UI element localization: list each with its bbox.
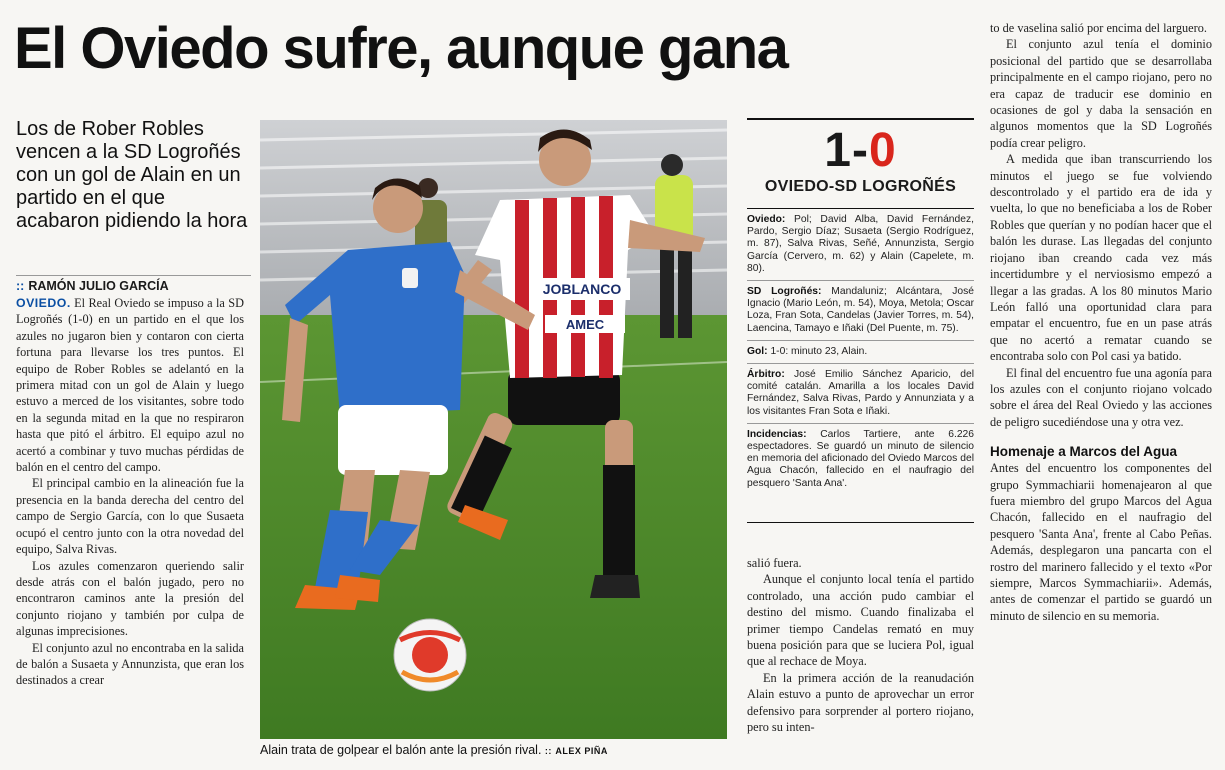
shirt-sponsor-2: AMEC xyxy=(565,317,605,332)
goal-text: 1-0: minuto 23, Alain. xyxy=(767,345,868,357)
body-paragraph: Aunque el conjunto local tenía el partido controlado, una acción pudo cambiar el destino del mismo. Cuando finalizaba el primer tiempo Candelas remató en muy buena posición para que se luciera Pol, igual que al rechace de Moya. xyxy=(747,572,974,669)
article-column-3 xyxy=(747,555,974,770)
lineup-logrones xyxy=(747,286,974,341)
body-paragraph: El conjunto azul no encontraba en la salida de balón a Susaeta y Annunzista, que eran los destinados a crear xyxy=(16,640,244,688)
score-separator: - xyxy=(852,124,869,177)
body-paragraph: En la primera acción de la reanudación Alain estuvo a punto de aprovechar un error defensivo para sorprender al portero riojano, pero su inten- xyxy=(747,670,974,735)
page-title: El Oviedo sufre, aunque gana xyxy=(14,16,788,81)
body-paragraph: Los azules comenzaron queriendo salir desde atrás con el balón jugado, pero no encontraron caminos ante la presión del conjunto riojano y también por culpa de algunas imprecisiones. xyxy=(16,558,244,639)
body-paragraph: El conjunto azul tenía el dominio posicional del partido que se desarrollaba principalmente en el campo riojano, pero no era capaz de traducir ese dominio en ocasiones de gol y daba la sensación en algunos momentos que la SD Logroñés podía crear peligro. xyxy=(990,37,1212,150)
goal-info xyxy=(747,346,974,364)
referee-info xyxy=(747,369,974,424)
section-subtitle: Homenaje a Marcos del Agua xyxy=(990,444,1178,460)
body-paragraph: A medida que iban transcurriendo los minutos el juego se fue volviendo descontrolado y el partido era de ida y vuelta, lo que no beneficiaba a los de Rober Robles que querían y no podían hacer que el balón les durase. Las llegadas del conjunto riojano iban creando cada vez más incertidumbre y el nerviosismo empezó a llegar a las gradas. A los 80 minutos Mario León falló una oportunidad clara para empatar el encuentro, fue en un pase atrás que no acertó a rematar cuando se encontraba solo con Pol casi ya batido. xyxy=(990,152,1212,364)
referee-label: Árbitro: xyxy=(747,369,785,381)
body-paragraph: salió fuera. xyxy=(747,556,802,570)
final-score xyxy=(747,126,974,176)
lineup-oviedo-label: Oviedo: xyxy=(747,214,786,225)
score-away: 0 xyxy=(868,124,897,177)
article-column-4 xyxy=(990,20,1212,770)
football xyxy=(394,619,466,691)
incidents-label: Incidencias: xyxy=(747,428,807,440)
shirt-sponsor: JOBLANCO xyxy=(542,281,622,297)
body-paragraph: El principal cambio en la alineación fue la presencia en la banda derecha del centro del campo de Sergio García, con lo que Susaeta ocupó el centro junto con la otra novedad del equipo, Salva Rivas. xyxy=(16,476,244,557)
dateline-city: OVIEDO. xyxy=(16,296,71,310)
lineup-oviedo xyxy=(747,208,974,281)
body-paragraph: El final del encuentro fue una agonía para los azules con el conjunto riojano volcado sobre el área del Real Oviedo y las acciones de peligro sucediéndose una y otra vez. xyxy=(990,365,1212,429)
incidents-text: Carlos Tartiere, ante 6.226 espectadores. Se guardó un minuto de silencio en memoria del aficionado del Oviedo Marcos del Agua Chacón, fallecido en el naufragio del pesquero 'Santa Ana'. xyxy=(747,428,974,489)
body-paragraph: Antes del encuentro los componentes del grupo Symmachiarii homenajearon al que fuera miembro del grupo Marcos del Agua Chacón, fallecido en el naufragio del pesquero 'Santa Ana', frente al Cabo Peñas. Además, desplegaron una pancarta con el rostro del marinero fallecido y el texto «Por siempre, Marcos Symmachiarii». Además, antes de comenzar el partido se guardó un minuto de silencio en su memoria. xyxy=(990,461,1212,623)
incidents-info xyxy=(747,429,974,495)
byline-author: RAMÓN JULIO GARCÍA xyxy=(28,279,169,293)
goal-label: Gol: xyxy=(747,345,768,357)
photo-caption xyxy=(260,743,730,757)
body-paragraph: to de vaselina salió por encima del larguero. xyxy=(990,21,1207,35)
referee-text: José Emilio Sánchez Aparicio, del comité catalán. Amarilla a los locales David Fernández, Salva Rivas, Pardo y Annunziata y a los visitantes Fran Sota e Iñaki. xyxy=(747,369,974,417)
lead-paragraph xyxy=(16,295,244,475)
match-photo xyxy=(260,120,727,739)
lineup-oviedo-text: Pol; David Alba, David Fernández, Pardo, Sergio Díaz; Susaeta (Sergio Rodríguez, m. 87), Salva Rivas, Señé, Annunzista, Sergio García (Cervero, m. 62) y Alain (Capelete, m. 80). xyxy=(747,214,974,274)
lineup-logrones-label: SD Logroñés: xyxy=(747,286,822,298)
article-column-1 xyxy=(16,295,244,770)
match-teams: OVIEDO-SD LOGROÑÉS xyxy=(764,178,957,195)
photo-credit-marker: :: xyxy=(544,746,552,756)
lead-text: El Real Oviedo se impuso a la SD Logroñés (1-0) en un partido en el que los azules no jugaron bien y contaron con cierta fortuna para llevarse los tres puntos. El equipo de Rober Robles se adelantó en la primera mitad con un gol de Alain y luego estuvo a merced de los visitantes, sobre todo en la segunda mitad en la que no respiraron hasta que pitó el árbitro. El equipo azul no acertó a combinar y tuvo muchas pérdidas de balón en el centro del campo. xyxy=(16,296,244,475)
byline-marker: :: xyxy=(16,279,25,293)
score-home: 1 xyxy=(824,124,852,177)
article-subhead: Los de Rober Robles vencen a la SD Logroñés con un gol de Alain en un partido en el que acabaron pidiendo la hora xyxy=(16,118,248,232)
photo-credit: ALEX PIÑA xyxy=(555,746,608,756)
match-photo-illustration xyxy=(260,120,727,739)
lineup-logrones-text: Mandaluniz; Alcántara, José Ignacio (Mario León, m. 54), Moya, Metola; Oscar Loza, Fran Sota, Candelas (Javier Torres, m. 54), Laencina, Tamayo e Iñaki (Del Puente, m. 75). xyxy=(747,286,974,334)
byline xyxy=(16,275,251,293)
match-scorebox xyxy=(747,118,974,523)
caption-text: Alain trata de golpear el balón ante la presión rival. xyxy=(260,743,542,757)
